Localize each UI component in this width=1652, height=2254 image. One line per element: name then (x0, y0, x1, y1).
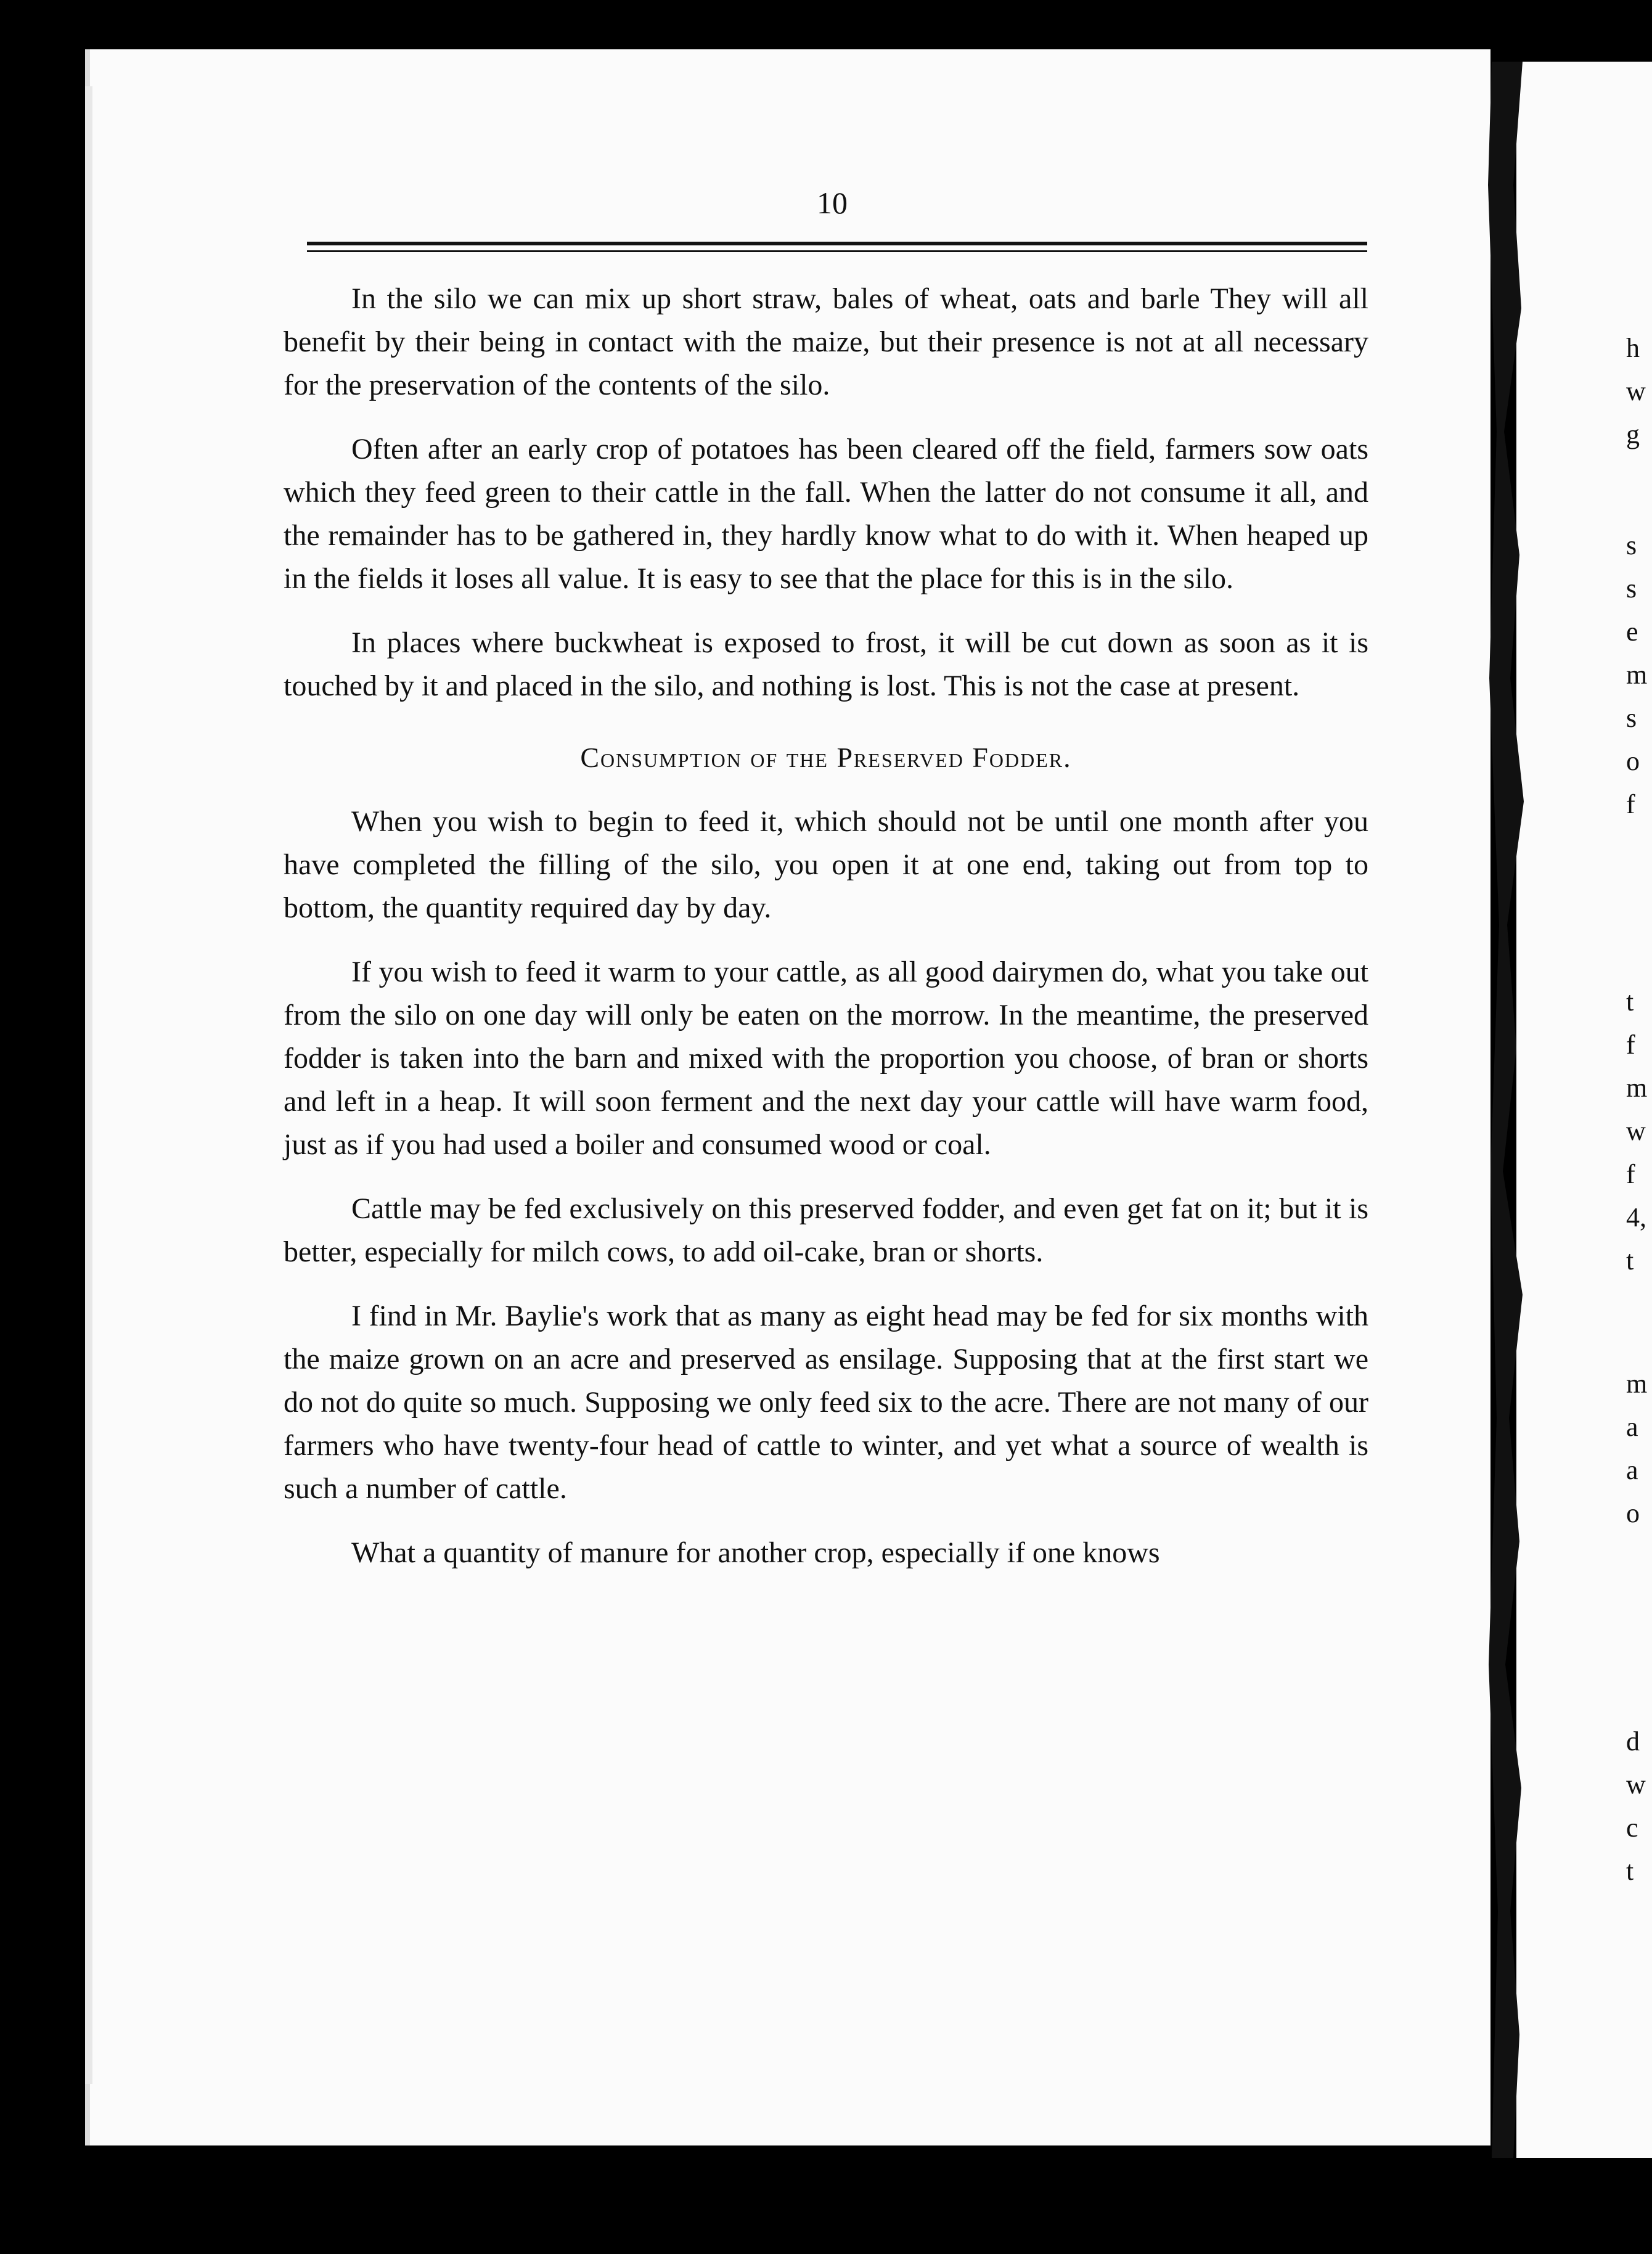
facing-page-fragment: s (1626, 703, 1637, 733)
facing-page-fragment: c (1626, 1813, 1638, 1843)
paragraph: What a quantity of manure for another crop, especially if one knows (351, 1536, 1160, 1569)
facing-page-fragment: w (1626, 376, 1646, 406)
facing-page-fragment: t (1626, 1856, 1634, 1886)
header-rule (307, 242, 1367, 245)
facing-page-fragment: m (1626, 1369, 1648, 1399)
facing-page-fragment: o (1626, 1498, 1640, 1528)
paragraph: In the silo we can mix up short straw, bales of wheat, oats and barle They will all benefit by their being in contact with the maize, but their presence is not at all necessary for the preservation of the contents of the silo. (284, 282, 1368, 401)
facing-page-fragment: o (1626, 746, 1640, 776)
facing-page-fragment: a (1626, 1412, 1638, 1442)
facing-page-fragment: m (1626, 660, 1648, 690)
page-number: 10 (817, 186, 848, 220)
page-body (284, 277, 1368, 1596)
facing-page-fragment: s (1626, 530, 1637, 560)
paragraph: I find in Mr. Baylie's work that as many as eight head may be fed for six months with the maize grown on an acre and preserved as ensilage. Supposing that at the first start we do not do quite so much. Supposing we only feed six to the acre. There are not many of our farmers who have twenty-four head of cattle to winter, and yet what a source of wealth is such a number of cattle. (284, 1300, 1368, 1505)
paragraph: In places where buckwheat is exposed to frost, it will be cut down as soon as it is touched by it and placed in the silo, and nothing is lost. This is not the case at present. (284, 626, 1368, 702)
facing-page-fragment: f (1626, 1159, 1635, 1189)
torn-page-edge (1486, 62, 1529, 2158)
facing-page-fragment: f (1626, 789, 1635, 819)
facing-page-fragment: e (1626, 617, 1638, 647)
facing-page-fragment: a (1626, 1455, 1638, 1485)
facing-page-fragment: t (1626, 986, 1634, 1017)
facing-page-fragment: t (1626, 1245, 1634, 1276)
facing-page-fragment: d (1626, 1726, 1640, 1756)
facing-page-fragment: g (1626, 419, 1640, 449)
paragraph: If you wish to feed it warm to your cattle, as all good dairymen do, what you take out from the silo on one day will only be eaten on the morrow. In the meantime, the preserved fodder is taken into the barn and mixed with the proportion you choose, of bran or shorts and left in a heap. It will soon ferment and the next day your cattle will have warm food, just as if you had used a boiler and consumed wood or coal. (284, 956, 1368, 1161)
facing-page-fragment: w (1626, 1116, 1646, 1146)
facing-page-fragment: w (1626, 1769, 1646, 1800)
section-heading: Consumption of the Preserved Fodder. (580, 742, 1072, 773)
header-rule-thin (307, 250, 1367, 252)
facing-page-fragment: h (1626, 333, 1640, 363)
page-edge (85, 86, 92, 2084)
paragraph: When you wish to begin to feed it, which should not be until one month after you have completed the filling of the silo, you open it at one end, taking out from top to bottom, the quantity required day by day. (284, 805, 1368, 924)
facing-page-fragment: s (1626, 573, 1637, 604)
paragraph: Often after an early crop of potatoes has been cleared off the field, farmers sow oats which they feed green to their cattle in the fall. When the latter do not consume it all, and the remainder has to be gathered in, they hardly know what to do with it. When heaped up in the fields it loses all value. It is easy to see that the place for this is in the silo. (284, 433, 1368, 595)
paragraph: Cattle may be fed exclusively on this preserved fodder, and even get fat on it; but it is better, especially for milch cows, to add oil-cake, bran or shorts. (284, 1192, 1368, 1268)
facing-page-fragment: f (1626, 1030, 1635, 1060)
facing-page-fragment: 4, (1626, 1202, 1646, 1232)
facing-page-fragment: m (1626, 1073, 1648, 1103)
